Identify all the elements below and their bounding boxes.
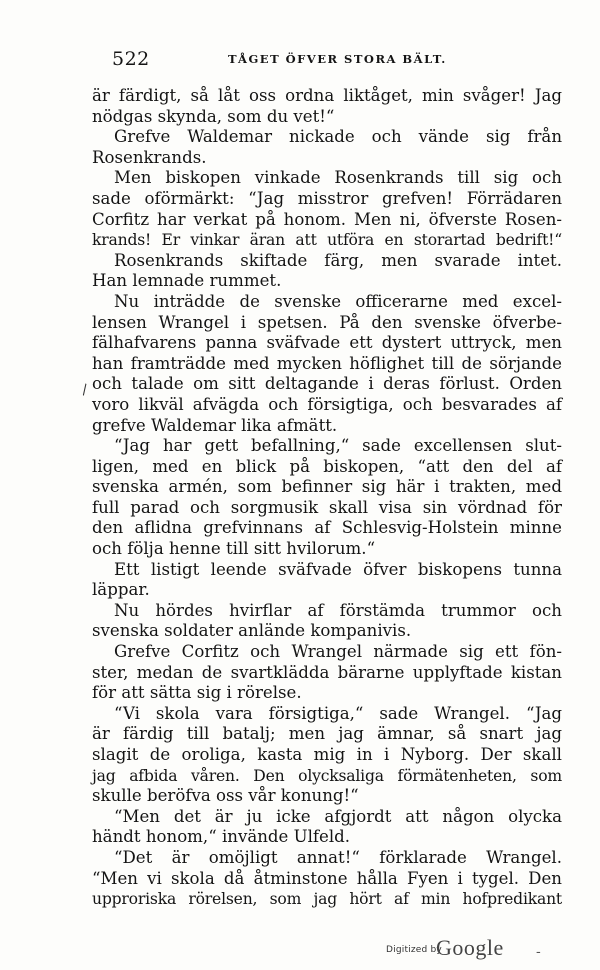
- text-line: är färdigt, så låt oss ordna liktåget, min svåger! Jag: [92, 86, 562, 105]
- text-line: han framträdde med mycken höflighet till de sörjande: [92, 353, 562, 373]
- text-line: “Det är omöjligt annat!“ förklarade Wrangel.: [114, 847, 562, 867]
- text-line: den aflidna grefvinnans af Schlesvig-Holstein minne: [92, 518, 562, 538]
- text-line: Han lemnade rummet.: [92, 271, 282, 291]
- digitized-footer: [386, 935, 556, 961]
- text-line: ster, medan de svartklädda bärarne upplyftade kistan: [92, 662, 562, 682]
- text-line: “Jag har gett befallning,“ sade excellensen slut-: [114, 436, 562, 456]
- text-line: sade oförmärkt: “Jag misstror grefven! Förrädaren: [92, 188, 562, 208]
- text-line: Men biskopen vinkade Rosenkrands till sig och: [114, 168, 562, 188]
- text-line: ligen, med en blick på biskopen, “att den del af: [92, 456, 562, 476]
- body-text: [92, 86, 562, 910]
- text-line: Nu inträdde de svenske officerarne med excel-: [114, 291, 562, 311]
- google-logo: Google: [436, 935, 504, 960]
- page-number: 522: [112, 48, 150, 70]
- text-line: slagit de oroliga, kasta mig in i Nyborg. Der skall: [92, 745, 562, 764]
- stray-dash: -: [536, 944, 541, 960]
- digitized-by-label: Digitized by: [386, 945, 442, 955]
- text-line: nödgas skynda, som du vet!“: [92, 106, 335, 126]
- text-line: och följa henne till sitt hvilorum.“: [92, 539, 376, 559]
- text-line: Rosenkrands skiftade färg, men svarade intet.: [114, 250, 562, 270]
- text-line: för att sätta sig i rörelse.: [92, 683, 302, 703]
- text-line: “Vi skola vara försigtiga,“ sade Wrangel. “Jag: [114, 703, 562, 723]
- text-line: Grefve Corfitz och Wrangel närmade sig ett fön-: [114, 642, 562, 662]
- text-line: Rosenkrands.: [92, 147, 207, 167]
- text-line: lensen Wrangel i spetsen. På den svenske öfverbe-: [92, 312, 562, 332]
- text-line: Corfitz har verkat på honom. Men ni, öfverste Rosen-: [92, 209, 562, 229]
- page-header: [112, 48, 492, 74]
- text-line: och talade om sitt deltagande i deras förlust. Orden: [92, 374, 562, 394]
- text-line: krands! Er vinkar äran att utföra en storartad bedrift!“: [92, 231, 562, 250]
- running-head: TÅGET ÖFVER STORA BÄLT.: [228, 52, 447, 66]
- text-line: skulle beröfva oss vår konung!“: [92, 786, 359, 806]
- text-line: fälhafvarens panna sväfvade ett dystert uttryck, men: [92, 333, 562, 353]
- text-line: svenska soldater anlände kompanivis.: [92, 621, 412, 641]
- text-line: grefve Waldemar lika afmätt.: [92, 415, 338, 435]
- text-line: är färdig till batalj; men jag ämnar, så snart jag: [92, 724, 562, 744]
- text-line: Grefve Waldemar nickade och vände sig från: [114, 127, 562, 147]
- text-line: svenska armén, som befinner sig här i trakten, med: [92, 477, 562, 497]
- text-line: “Men vi skola då åtminstone hålla Fyen i tygel. Den: [92, 868, 562, 888]
- text-line: läppar.: [92, 580, 150, 600]
- text-line: full parad och sorgmusik skall visa sin vördnad för: [92, 497, 562, 517]
- text-line: Ett listigt leende sväfvade öfver biskopens tunna: [114, 559, 562, 579]
- text-line: jag afbida våren. Den olycksaliga förmätenheten, som: [92, 766, 562, 785]
- text-line: voro likväl afvägda och försigtiga, och besvarades af: [92, 394, 562, 414]
- stray-mark: \: [78, 381, 91, 399]
- text-line: “Men det är ju icke afgjordt att någon olycka: [114, 806, 562, 826]
- text-line: upproriska rörelsen, som jag hört af min hofpredikant: [92, 890, 562, 909]
- text-line: händt honom,“ invände Ulfeld.: [92, 827, 351, 847]
- text-line: Nu hördes hvirflar af förstämda trummor och: [114, 600, 562, 620]
